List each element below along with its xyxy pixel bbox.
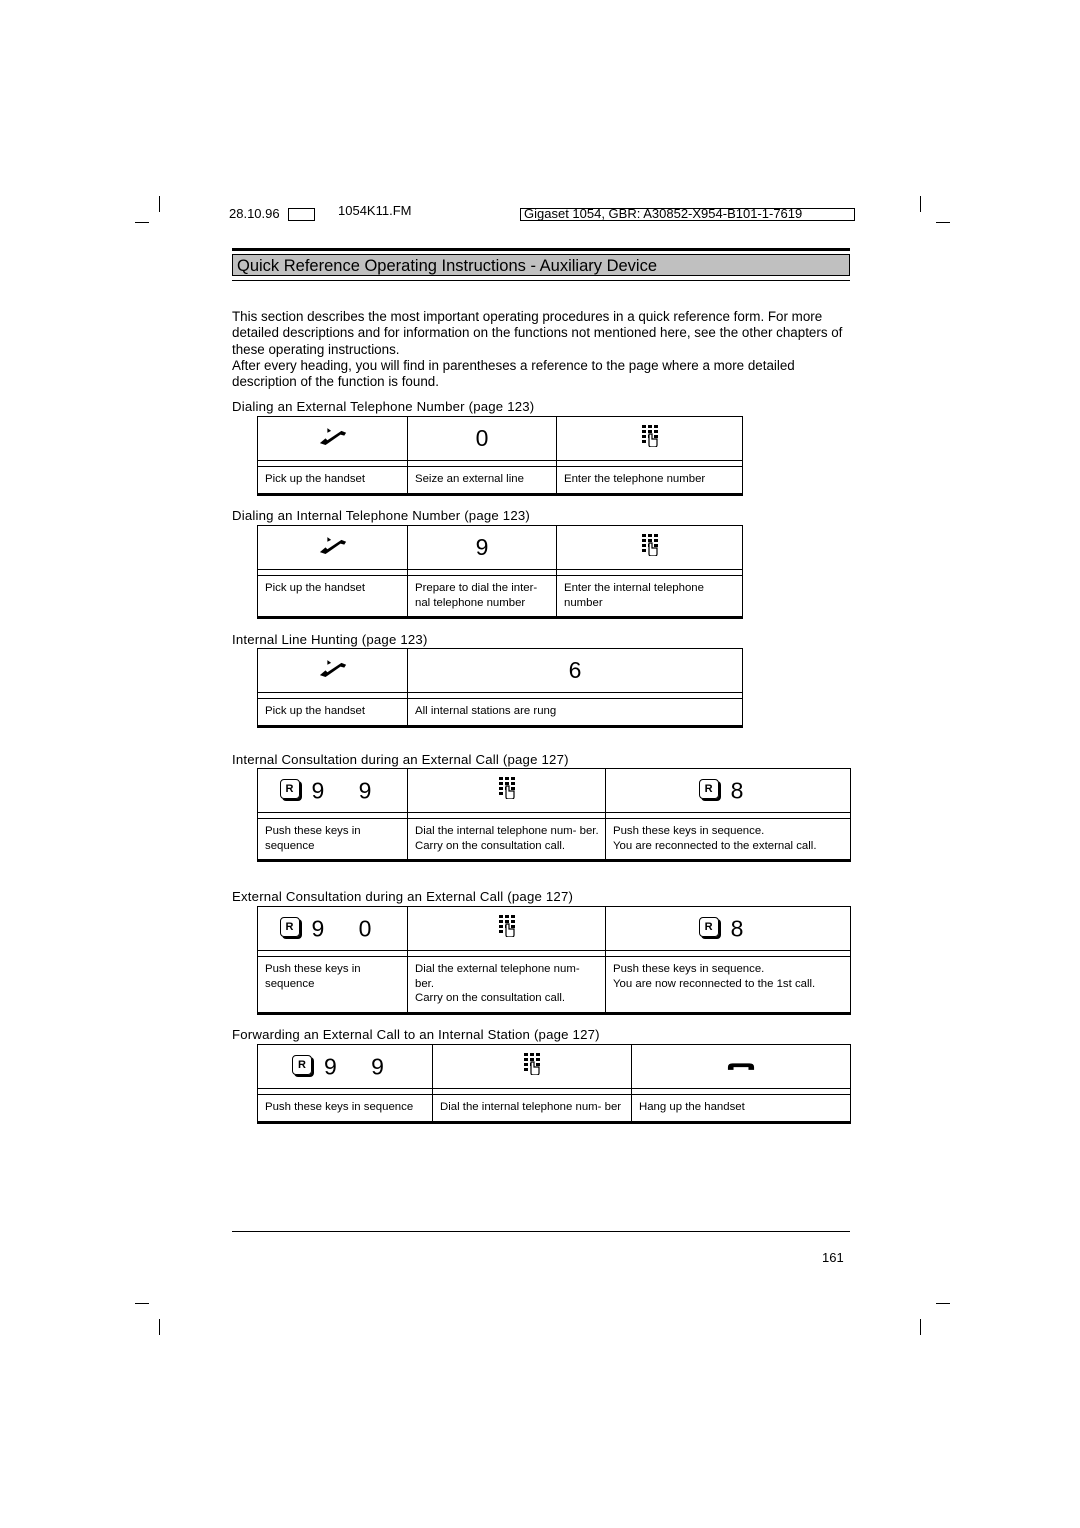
keypad-icon: [499, 915, 515, 937]
crop-mark: [920, 1319, 921, 1335]
section-title: Dialing an External Telephone Number (page 123): [232, 399, 535, 414]
step-cell: [632, 1045, 851, 1089]
header-file: 1054K11.FM: [338, 203, 412, 218]
page-title: Quick Reference Operating Instructions - Auxiliary Device: [232, 254, 850, 276]
key-sequence: 9 0: [311, 915, 386, 942]
r-key-icon: R: [699, 779, 719, 799]
desc-line: Push these keys in sequence.: [613, 963, 765, 975]
procedure-table: [257, 648, 743, 728]
procedure-table: [257, 1044, 851, 1124]
step-cell: [258, 907, 408, 951]
footer-rule: [232, 1231, 850, 1232]
intro-paragraph: This section describes the most important operating procedures in a quick reference form. For more detailed descriptions and for information on the functions not mentioned here, see the other chapters of these operating instructions.: [232, 309, 843, 357]
desc-line: You are now reconnected to the 1st call.: [613, 977, 816, 990]
procedure-table: [257, 906, 851, 1015]
header-date: 28.10.96: [229, 206, 280, 221]
step-cell: [606, 907, 851, 951]
header-doc: Gigaset 1054, GBR: A30852-X954-B101-1-7619: [524, 206, 803, 221]
step-cell: [408, 907, 606, 951]
keypad-icon: [499, 777, 515, 799]
step-cell: [258, 649, 408, 693]
step-description: Prepare to dial the inter- nal telephone number: [408, 576, 557, 618]
section-title: External Consultation during an External Call (page 127): [232, 889, 574, 904]
key-sequence: 8: [730, 915, 758, 942]
crop-mark: [936, 222, 950, 223]
step-cell: [433, 1045, 632, 1089]
step-description: [408, 957, 606, 1014]
r-key-icon: R: [292, 1055, 312, 1075]
intro-paragraph: After every heading, you will find in parentheses a reference to the page where a more detailed description of the function is found.: [232, 357, 795, 390]
crop-mark: [135, 1303, 149, 1304]
keypad-icon: [524, 1053, 540, 1075]
step-cell: [557, 526, 743, 570]
keypad-icon: [642, 425, 658, 447]
crop-mark: [159, 196, 160, 212]
section-title: Forwarding an External Call to an Internal Station (page 127): [232, 1027, 600, 1042]
r-key-icon: R: [280, 917, 300, 937]
section-title: Dialing an Internal Telephone Number (page 123): [232, 508, 531, 523]
step-description: [606, 819, 851, 861]
step-description: Pick up the handset: [258, 467, 408, 495]
step-cell: [606, 769, 851, 813]
step-description: [408, 819, 606, 861]
step-cell: [258, 417, 408, 461]
desc-line: Push these keys in sequence: [265, 963, 361, 990]
step-description: [606, 957, 851, 1014]
handset-lift-icon: [318, 659, 348, 678]
key-sequence: 8: [730, 777, 758, 804]
r-key-icon: R: [699, 917, 719, 937]
step-cell: [258, 1045, 433, 1089]
procedure-table: [257, 416, 743, 496]
crop-mark: [936, 1303, 950, 1304]
step-description: [258, 957, 408, 1014]
step-cell: 6: [408, 649, 743, 693]
step-description: Seize an external line: [408, 467, 557, 495]
desc-line: You are reconnected to the external call.: [613, 839, 817, 852]
step-description: All internal stations are rung: [408, 699, 743, 727]
key-sequence: 9 9: [311, 777, 386, 804]
handset-lift-icon: [318, 536, 348, 555]
crop-mark: [135, 222, 149, 223]
section-title: Internal Consultation during an External Call (page 127): [232, 752, 569, 767]
crop-mark: [920, 196, 921, 212]
handset-hangup-icon: [727, 1062, 755, 1074]
crop-mark: [159, 1319, 160, 1335]
step-cell: [408, 769, 606, 813]
step-cell: [258, 526, 408, 570]
title-rule-bottom: [232, 280, 850, 281]
step-cell: [557, 417, 743, 461]
desc-line: Dial the external telephone num- ber.: [415, 963, 580, 990]
procedure-table: [257, 525, 743, 619]
step-description: Push these keys in sequence: [258, 1095, 433, 1123]
step-description: Pick up the handset: [258, 699, 408, 727]
step-description: Pick up the handset: [258, 576, 408, 618]
step-description: Hang up the handset: [632, 1095, 851, 1123]
section-title: Internal Line Hunting (page 123): [232, 632, 428, 647]
desc-line: Push these keys in sequence.: [613, 825, 765, 837]
key-sequence: 9 9: [324, 1053, 398, 1080]
intro-text: [232, 309, 852, 390]
step-description: Dial the internal telephone num- ber: [433, 1095, 632, 1123]
step-cell: 9: [408, 526, 557, 570]
page-number: 161: [822, 1250, 844, 1265]
procedure-table: [257, 768, 851, 862]
keypad-icon: [642, 534, 658, 556]
title-rule-top: [232, 248, 850, 251]
desc-line: Push these keys in sequence: [265, 825, 361, 852]
handset-lift-icon: [318, 427, 348, 446]
r-key-icon: R: [280, 779, 300, 799]
step-description: [258, 819, 408, 861]
step-cell: 0: [408, 417, 557, 461]
header-date-box: [288, 208, 315, 221]
desc-line: Dial the internal telephone num- ber.: [415, 825, 599, 837]
step-description: Enter the internal telephone number: [557, 576, 743, 618]
desc-line: Carry on the consultation call.: [415, 839, 566, 852]
desc-line: Carry on the consultation call.: [415, 992, 566, 1004]
step-description: Enter the telephone number: [557, 467, 743, 495]
step-cell: [258, 769, 408, 813]
page-title-bar: [232, 248, 850, 282]
